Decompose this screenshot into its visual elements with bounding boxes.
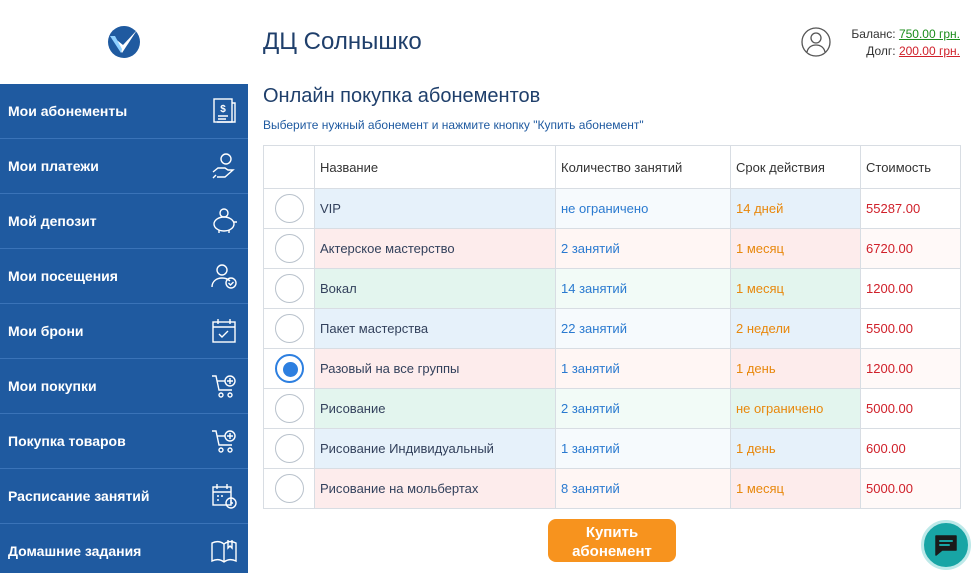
cart-plus-icon [210,427,238,455]
row-select-cell[interactable] [264,229,315,269]
row-select-cell[interactable] [264,309,315,349]
table-row[interactable] [264,469,961,509]
buy-subscription-button[interactable]: Купить абонемент [548,519,676,562]
svg-text:$: $ [220,104,226,115]
piggy-bank-icon [210,207,238,235]
sidebar-item-my-payments[interactable] [0,139,248,194]
sidebar-item-my-purchases[interactable] [0,359,248,414]
row-radio[interactable] [275,194,304,223]
table-row[interactable] [264,189,961,229]
row-name: Рисование Индивидуальный [315,429,556,469]
row-price: 1200.00 [861,269,961,309]
sidebar-item-my-deposit[interactable] [0,194,248,249]
sidebar-item-label: Мои покупки [8,378,97,394]
row-price: 5000.00 [861,469,961,509]
row-qty: 2 занятий [556,229,731,269]
subscriptions-table [263,145,961,509]
calendar-clock-icon [210,482,238,510]
table-row[interactable] [264,269,961,309]
row-qty: 2 занятий [556,389,731,429]
row-qty: 1 занятий [556,349,731,389]
user-profile-icon[interactable] [801,27,831,57]
row-term: 1 месяц [731,229,861,269]
sidebar-item-buy-goods[interactable] [0,414,248,469]
row-price: 5000.00 [861,389,961,429]
debt-value[interactable]: 200.00 грн. [898,44,960,58]
row-price: 600.00 [861,429,961,469]
sidebar-item-label: Мои абонементы [8,103,128,119]
row-term: 2 недели [731,309,861,349]
row-term: 1 месяц [731,469,861,509]
page-title: ДЦ Солнышко [263,28,422,55]
sidebar-item-label: Мои посещения [8,268,118,284]
row-term: 1 день [731,349,861,389]
row-radio[interactable] [275,474,304,503]
row-radio[interactable] [275,274,304,303]
header-term: Срок действия [731,146,861,189]
sidebar [0,84,248,573]
logo[interactable] [0,0,248,84]
row-name: Актерское мастерство [315,229,556,269]
sidebar-item-label: Мои платежи [8,158,99,174]
row-qty: 8 занятий [556,469,731,509]
book-icon [210,537,238,565]
receipt-icon [210,97,238,125]
row-name: Разовый на все группы [315,349,556,389]
table-row[interactable] [264,309,961,349]
table-row[interactable] [264,229,961,269]
row-radio[interactable] [275,234,304,263]
row-price: 5500.00 [861,309,961,349]
chat-button[interactable] [921,520,971,570]
header-price: Стоимость [861,146,961,189]
balance-label: Баланс: [851,27,896,41]
header-qty: Количество занятий [556,146,731,189]
row-radio[interactable] [275,394,304,423]
row-qty: 22 занятий [556,309,731,349]
row-term: 14 дней [731,189,861,229]
hand-coin-icon [210,152,238,180]
row-term: 1 день [731,429,861,469]
sidebar-item-label: Домашние задания [8,543,142,559]
row-term: 1 месяц [731,269,861,309]
table-header-row [264,146,961,189]
row-radio[interactable] [275,314,304,343]
balance-value[interactable]: 750.00 грн. [898,27,960,41]
section-hint: Выберите нужный абонемент и нажмите кнопку "Купить абонемент" [263,118,644,132]
cart-plus-icon [210,372,238,400]
sidebar-item-homework[interactable] [0,524,248,573]
header-name: Название [315,146,556,189]
row-qty: не ограничено [556,189,731,229]
header-select [264,146,315,189]
row-qty: 1 занятий [556,429,731,469]
row-select-cell[interactable] [264,469,315,509]
row-qty: 14 занятий [556,269,731,309]
row-name: VIP [315,189,556,229]
debt-label: Долг: [866,44,896,58]
sidebar-item-label: Покупка товаров [8,433,126,449]
sidebar-item-schedule[interactable] [0,469,248,524]
table-row[interactable] [264,429,961,469]
sidebar-item-my-visits[interactable] [0,249,248,304]
row-name: Вокал [315,269,556,309]
table-row[interactable] [264,389,961,429]
row-radio[interactable] [275,434,304,463]
row-name: Пакет мастерства [315,309,556,349]
row-price: 1200.00 [861,349,961,389]
row-select-cell[interactable] [264,349,315,389]
row-price: 6720.00 [861,229,961,269]
row-name: Рисование на мольбертах [315,469,556,509]
sidebar-item-label: Расписание занятий [8,488,150,504]
sidebar-item-my-subscriptions[interactable] [0,84,248,139]
logo-check-icon [106,24,142,60]
balance-info [851,26,960,60]
row-term: не ограничено [731,389,861,429]
row-radio[interactable] [275,354,304,383]
row-price: 55287.00 [861,189,961,229]
chat-bubble-icon [933,532,959,558]
sidebar-item-label: Мои брони [8,323,84,339]
row-name: Рисование [315,389,556,429]
row-select-cell[interactable] [264,389,315,429]
row-select-cell[interactable] [264,189,315,229]
row-select-cell[interactable] [264,429,315,469]
sidebar-item-label: Мой депозит [8,213,97,229]
user-check-icon [210,262,238,290]
sidebar-item-my-bookings[interactable] [0,304,248,359]
calendar-check-icon [210,317,238,345]
table-row[interactable] [264,349,961,389]
row-select-cell[interactable] [264,269,315,309]
section-title: Онлайн покупка абонементов [263,85,541,107]
